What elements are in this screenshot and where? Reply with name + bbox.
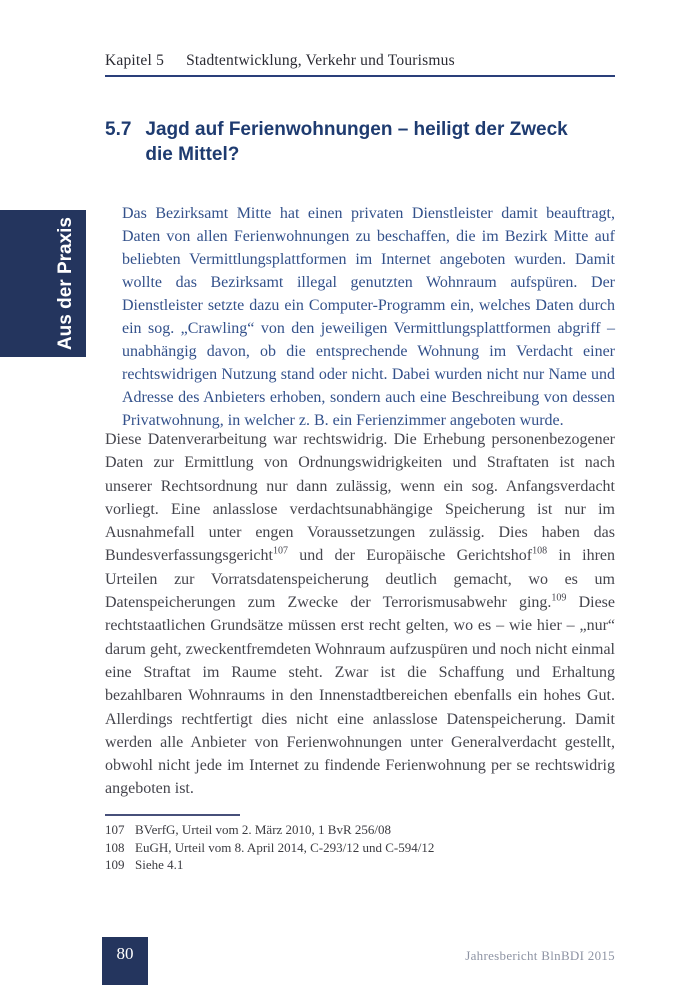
footnote-item (105, 856, 615, 874)
footnote-separator-rule (105, 814, 240, 816)
body-paragraph (105, 428, 615, 801)
chapter-header (105, 52, 615, 70)
footnote-number: 108 (105, 839, 125, 855)
aus-der-praxis-label: Aus der Praxis (55, 216, 76, 351)
footnote-item (105, 839, 615, 857)
footnote-text: EuGH, Urteil vom 8. April 2014, C-293/12 und C-594/12 (135, 839, 435, 855)
footnote-text: BVerfG, Urteil vom 2. März 2010, 1 BvR 256/08 (135, 822, 392, 837)
footnote-ref-107: 107 (272, 546, 288, 558)
header-rule (105, 75, 615, 77)
aus-der-praxis-tab (0, 210, 86, 357)
footnote-number: 107 (105, 822, 125, 837)
chapter-title: Stadtentwicklung, Verkehr und Tourismus (186, 52, 455, 69)
body-text-part: in ihren Urteilen zur Vorratsdatenspeicherung deutlich gemacht, wo es um Datenspeicherungen zum Zwecke der Terrorismusabwehr ging. (105, 547, 615, 612)
body-text-part: Diese Datenverarbeitung war rechtswidrig. Die Erhebung personenbezogener Daten zur Ermittlung von Ordnungswidrigkeiten und Straftaten ist nach unserer Rechtsordnung nur dann zulässig, wenn ein sog. Anfangsverdacht vorliegt. Eine anlasslose verdachtsunabhängige Speicherung ist nur im Ausnahmefall unter engen Voraussetzungen zulässig. Dies haben das Bundesverfassungsgericht (105, 431, 615, 565)
praxis-case-paragraph: Das Bezirksamt Mitte hat einen privaten Dienstleister damit beauftragt, Daten von allen Ferienwohnungen zu beschaffen, die im Bezirk Mitte auf beliebten Vermittlungsplattformen im Internet angeboten wurden. Damit wollte das Bezirksamt illegal genutzten Wohnraum aufspüren. Der Dienstleister setzte dazu ein Computer-Programm ein, welches Daten durch ein sog. „Crawling“ von den jeweiligen Vermittlungsplattformen abgriff – unabhängig davon, ob die entsprechende Wohnung im Verdacht einer rechtswidrigen Nutzung stand oder nicht. Dabei wurden nicht nur Name und Adresse des Anbieters erhoben, sondern auch eine Beschreibung von dessen Privatwohnung, in welcher z. B. ein Ferienzimmer angeboten wurde. (122, 205, 615, 429)
section-heading (105, 117, 605, 167)
section-number: 5.7 (105, 119, 132, 140)
footnote-text: Siehe 4.1 (135, 857, 184, 872)
footnote-number: 109 (105, 857, 125, 872)
footnote-ref-109: 109 (551, 592, 567, 604)
page-number: 80 (116, 944, 134, 963)
page-number-box (102, 937, 148, 985)
footnote-item (105, 821, 615, 839)
section-title: Jagd auf Ferienwohnungen – heiligt der Zweck die Mittel? (145, 119, 568, 165)
body-text-part: Diese rechtstaatlichen Grundsätze müssen erst recht gelten, wo es – wie hier – „nur“ darum geht, zweckentfremdeten Wohnraum aufzuspüren und noch nicht einmal eine Straftat im Raume steht. Zwar ist die Schaffung und Erhaltung bezahlbaren Wohnraums in den Innenstadtbereichen ebenfalls ein hohes Gut. Allerdings rechtfertigt dies nicht eine anlasslose Datenspeicherung. Damit werden alle Anbieter von Ferienwohnungen unter Generalverdacht gestellt, obwohl nicht jede im Internet zu findende Ferienwohnung per se rechtswidrig angeboten ist. (105, 594, 616, 798)
report-title: Jahresbericht BlnBDI 2015 (465, 948, 615, 963)
chapter-label: Kapitel 5 (105, 52, 165, 69)
body-text-part: und der Europäische Gerichtshof (287, 547, 533, 565)
footnotes-block (105, 821, 615, 874)
footnote-ref-108: 108 (532, 546, 548, 558)
